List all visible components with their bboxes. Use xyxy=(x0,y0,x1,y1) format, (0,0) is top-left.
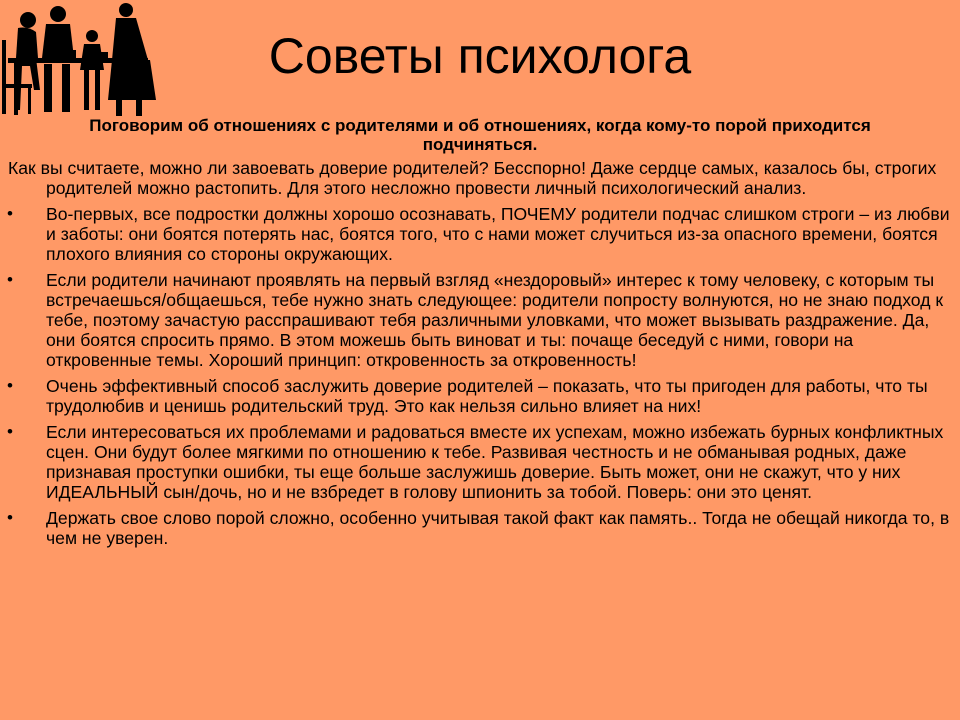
list-item xyxy=(0,376,950,416)
bullet-icon: • xyxy=(7,270,13,289)
list-item xyxy=(0,204,950,264)
intro-paragraph: Как вы считаете, можно ли завоевать доверие родителей? Бесспорно! Даже сердце самых, казалось бы, строгих родителей можно растопить. Для этого несложно провести личный психологический анализ. xyxy=(8,158,937,198)
list-item-text: Очень эффективный способ заслужить доверие родителей – показать, что ты пригоден для работы, что ты трудолюбив и ценишь родительский труд. Это как нельзя сильно влияет на них! xyxy=(46,376,928,416)
list-item-text: Если родители начинают проявлять на первый взгляд «нездоровый» интерес к тому человеку, с которым ты встречаешься/общаешься, тебе нужно знать следующее: родители попросту волнуются, но не знаю подход к тебе, поэтому зачастую расспрашивают тебя различными уловками, что может вызывать раздражение. Да, они боятся спросить прямо. В этом можешь быть виноват и ты: почаще беседуй с ними, говори на откровенные темы. Хороший принцип: откровенность за откровенность! xyxy=(46,270,944,370)
slide-title: Советы психолога xyxy=(268,28,692,84)
list-item-text: Держать свое слово порой сложно, особенно учитывая такой факт как память.. Тогда не обещай никогда то, в чем не уверен. xyxy=(46,508,950,548)
list-item xyxy=(0,270,950,370)
slide-body xyxy=(0,158,950,554)
list-item-text: Во-первых, все подростки должны хорошо осознавать, ПОЧЕМУ родители подчас слишком строги – из любви и заботы: они боятся потерять нас, боятся того, что с нами может случиться из-за опасного времени, боятся плохого влияния со стороны окружающих. xyxy=(46,204,950,264)
bullet-icon: • xyxy=(7,376,13,395)
list-item-text: Если интересоваться их проблемами и радоваться вместе их успехам, можно избежать бурных конфликтных сцен. Они будут более мягкими по отношению к тебе. Развивая честность и не обманывая родных, даже признавая проступки ошибки, ты еще больше заслужишь доверие. Быть может, они не скажут, что у них ИДЕАЛЬНЫЙ сын/дочь, но и не взбредет в голову шпионить за тобой. Поверь: они это ценят. xyxy=(46,422,944,502)
bullet-list xyxy=(0,204,950,548)
slide-subtitle: Поговорим об отношениях с родителями и об отношениях, когда кому-то порой приходится подчиняться. xyxy=(89,116,871,154)
bullet-icon: • xyxy=(7,204,13,223)
bullet-icon: • xyxy=(7,508,13,527)
list-item xyxy=(0,422,950,502)
family-at-table-silhouette-icon xyxy=(0,0,170,118)
list-item xyxy=(0,508,950,548)
bullet-icon: • xyxy=(7,422,13,441)
